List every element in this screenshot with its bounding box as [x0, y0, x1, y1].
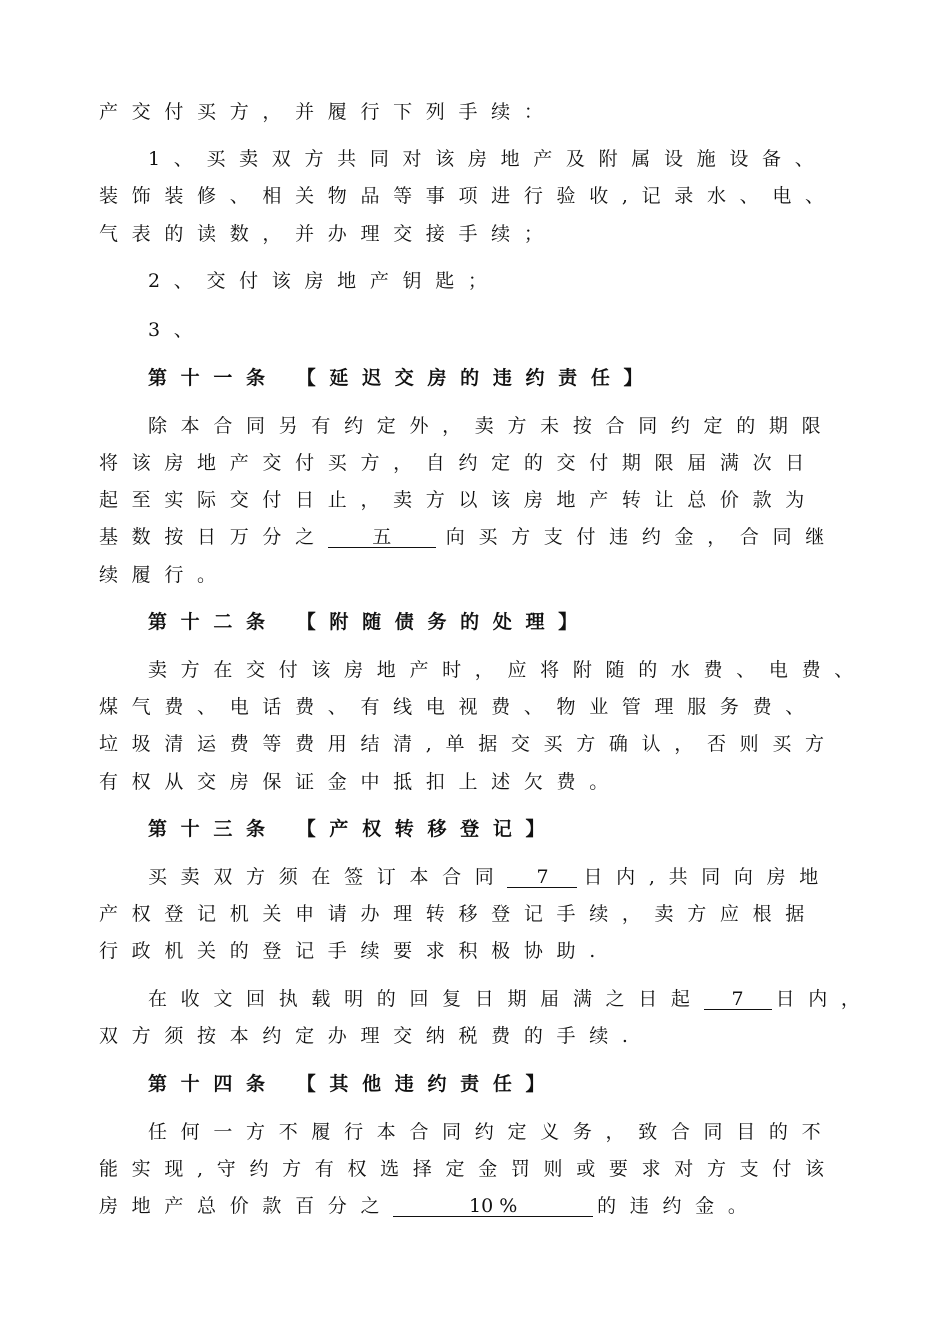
text-line: [148, 865, 832, 889]
article-title: 【附随债务的处理】: [296, 611, 591, 633]
text-segment: 在收文回执载明的回复日期届满之日起: [148, 988, 704, 1010]
article-title: 【其他违约责任】: [296, 1073, 559, 1095]
text-line: 除本合同另有约定外，卖方未按合同约定的期限: [148, 415, 835, 437]
text-line: [99, 525, 838, 549]
text-segment: 的违约金。: [597, 1195, 761, 1217]
article-12-heading: [148, 610, 591, 634]
text-segment: 买卖双方须在签订本合同: [148, 866, 508, 888]
text-line: 任何一方不履行本合同约定义务，致合同目的不: [148, 1121, 835, 1143]
article-number: 第十四条: [148, 1073, 279, 1095]
text-line: 1、买卖双方共同对该房地产及附属设施设备、: [148, 148, 828, 170]
text-line: 起至实际交付日止，卖方以该房地产转让总价款为: [99, 489, 818, 511]
article-title: 【产权转移登记】: [296, 818, 559, 840]
fill-in-blank: 五: [328, 527, 436, 548]
text-line: [99, 1194, 761, 1218]
text-line: 产权登记机关申请办理转移登记手续，卖方应根据: [99, 903, 818, 925]
text-line: 3、: [148, 319, 207, 341]
text-line: [148, 987, 874, 1011]
article-14-heading: [148, 1072, 558, 1096]
article-number: 第十三条: [148, 818, 279, 840]
text-line: 气表的读数，并办理交接手续；: [99, 223, 557, 245]
text-line: 卖方在交付该房地产时，应将附随的水费、电费、: [148, 659, 867, 681]
text-line: 有权从交房保证金中抵扣上述欠费。: [99, 771, 622, 793]
fill-in-blank: 7: [507, 867, 577, 888]
text-segment: 日内,共同向房地: [583, 866, 832, 888]
fill-in-blank: 7: [704, 989, 772, 1010]
text-line: 续履行。: [99, 564, 230, 586]
text-segment: 基数按日万分之: [99, 526, 328, 548]
text-line: 将该房地产交付买方，自约定的交付期限届满次日: [99, 452, 818, 474]
text-line: 煤气费、电话费、有线电视费、物业管理服务费、: [99, 696, 818, 718]
text-line: 能实现,守约方有权选择定金罚则或要求对方支付该: [99, 1158, 838, 1180]
text-line: 垃圾清运费等费用结清,单据交买方确认，否则买方: [99, 733, 838, 755]
article-13-heading: [148, 817, 558, 841]
article-number: 第十一条: [148, 367, 279, 389]
article-number: 第十二条: [148, 611, 279, 633]
text-segment: 日内，: [775, 988, 874, 1010]
text-segment: 向买方支付违约金，合同继: [445, 526, 838, 548]
text-line: 产交付买方，并履行下列手续：: [99, 101, 557, 123]
article-title: 【延迟交房的违约责任】: [296, 367, 657, 389]
text-line: 装饰装修、相关物品等事项进行验收,记录水、电、: [99, 185, 838, 207]
article-11-heading: [148, 366, 656, 390]
text-line: 2、交付该房地产钥匙；: [148, 270, 501, 292]
text-line: 双方须按本约定办理交纳税费的手续.: [99, 1025, 642, 1047]
text-line: 行政机关的登记手续要求积极协助.: [99, 940, 609, 962]
fill-in-blank: 10 %: [393, 1196, 593, 1217]
text-segment: 房地产总价款百分之: [99, 1195, 394, 1217]
